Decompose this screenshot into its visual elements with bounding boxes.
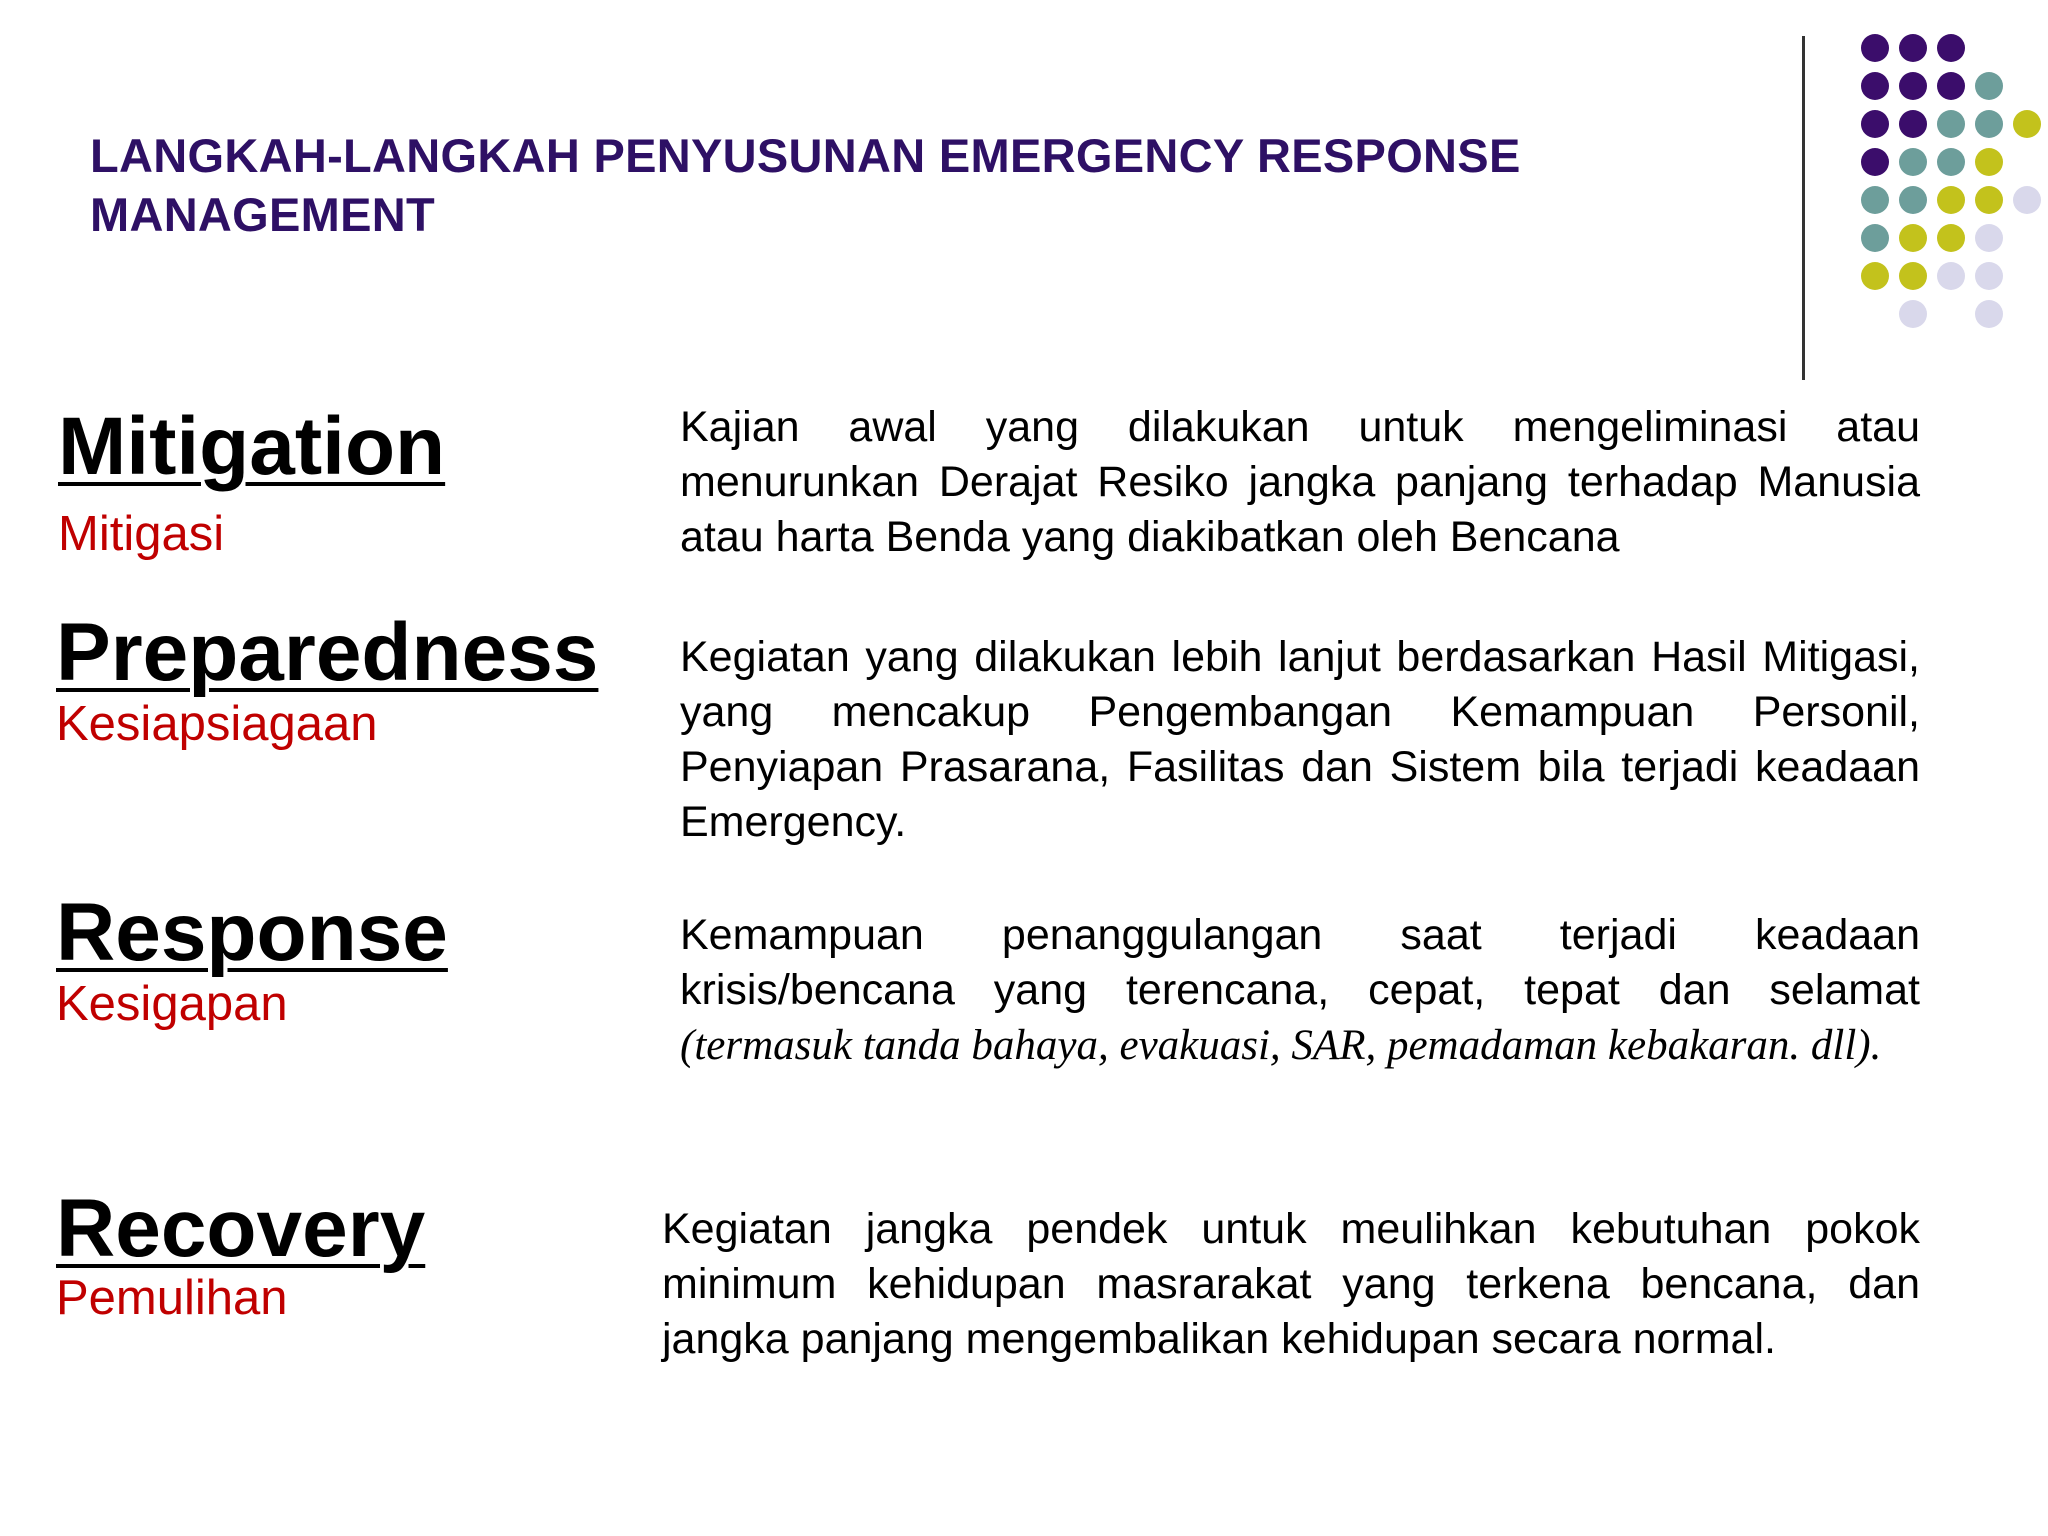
decorative-dot — [1899, 34, 1927, 62]
decorative-dot — [1937, 148, 1965, 176]
decorative-dot — [1975, 262, 2003, 290]
term-recovery: Recovery — [56, 1183, 426, 1274]
translation-mitigasi: Mitigasi — [58, 507, 225, 561]
decorative-dot — [1861, 72, 1889, 100]
decorative-dot — [1937, 186, 1965, 214]
decorative-dot — [1899, 72, 1927, 100]
decorative-dot — [1975, 224, 2003, 252]
decorative-dot — [1899, 148, 1927, 176]
translation-kesiapsiagaan: Kesiapsiagaan — [56, 697, 378, 751]
decorative-dot — [1861, 224, 1889, 252]
description-response-text: Kemampuan penanggulangan saat terjadi keadaan krisis/bencana yang terencana, cepat, tepat dan selamat — [680, 911, 1920, 1014]
decorative-dot — [1975, 148, 2003, 176]
decorative-dot — [2013, 186, 2041, 214]
decorative-dot — [1937, 34, 1965, 62]
description-recovery: Kegiatan jangka pendek untuk meulihkan kebutuhan pokok minimum kehidupan masrarakat yang terkena bencana, dan jangka panjang mengembalikan kehidupan secara normal. — [662, 1205, 1920, 1363]
decorative-dot — [1861, 34, 1889, 62]
slide-title-line-2: MANAGEMENT — [90, 188, 436, 241]
decorative-dot — [1899, 110, 1927, 138]
decorative-dot — [1975, 186, 2003, 214]
decorative-dot — [1937, 262, 1965, 290]
decorative-dot — [1861, 148, 1889, 176]
description-response — [680, 908, 1920, 1073]
translation-pemulihan: Pemulihan — [56, 1271, 288, 1325]
description-preparedness: Kegiatan yang dilakukan lebih lanjut berdasarkan Hasil Mitigasi, yang mencakup Pengembangan Kemampuan Personil, Penyiapan Prasarana, Fasilitas dan Sistem bila terjadi keadaan Emergency. — [680, 633, 1920, 846]
decorative-dot — [1937, 224, 1965, 252]
decorative-dot — [1861, 262, 1889, 290]
slide-title — [90, 126, 1590, 244]
decorative-dot — [1861, 110, 1889, 138]
description-mitigation: Kajian awal yang dilakukan untuk mengeliminasi atau menurunkan Derajat Resiko jangka panjang terhadap Manusia atau harta Benda yang diakibatkan oleh Bencana — [680, 403, 1920, 561]
decorative-divider-line — [1802, 36, 1805, 380]
decorative-dot — [1899, 224, 1927, 252]
slide-title-line-1: LANGKAH-LANGKAH PENYUSUNAN EMERGENCY RESPONSE — [90, 129, 1521, 182]
decorative-dot — [1937, 72, 1965, 100]
term-response: Response — [56, 887, 448, 978]
decorative-dot — [1937, 110, 1965, 138]
decorative-dot — [2013, 110, 2041, 138]
decorative-dot — [1975, 72, 2003, 100]
decorative-dot — [1899, 186, 1927, 214]
description-response-italic: (termasuk tanda bahaya, evakuasi, SAR, pemadaman kebakaran. dll). — [680, 1022, 1882, 1069]
decorative-dot — [1975, 300, 2003, 328]
decorative-dot — [1899, 262, 1927, 290]
term-preparedness: Preparedness — [56, 607, 599, 698]
term-mitigation: Mitigation — [58, 401, 446, 492]
decorative-dot — [1861, 186, 1889, 214]
decorative-dot — [1899, 300, 1927, 328]
decorative-dot — [1975, 110, 2003, 138]
translation-kesigapan: Kesigapan — [56, 977, 288, 1031]
